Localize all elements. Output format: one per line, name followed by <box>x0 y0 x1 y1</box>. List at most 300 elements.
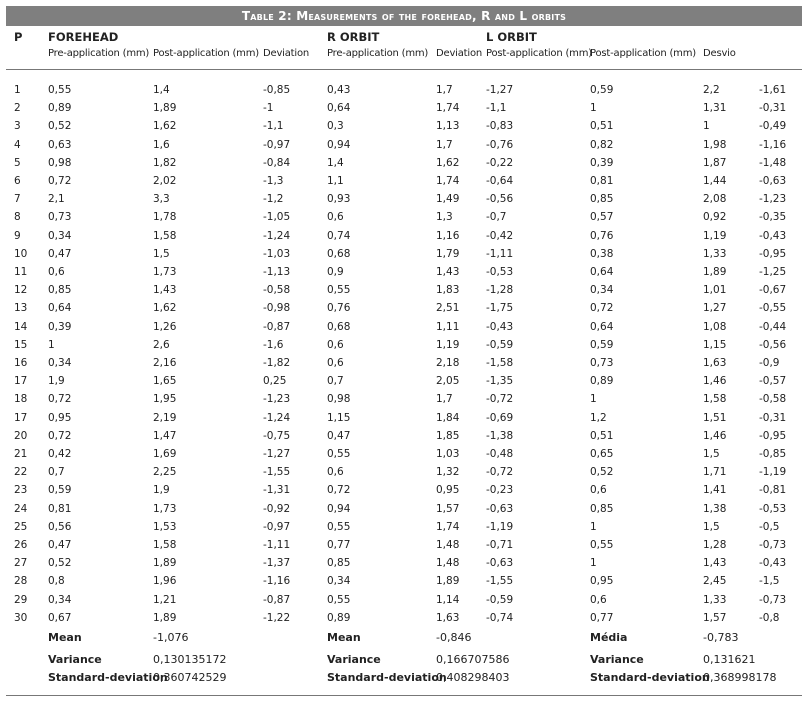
table-cell: 2,05 <box>436 375 460 388</box>
table-cell: 0,56 <box>48 520 72 533</box>
table-cell: -0,95 <box>759 247 787 260</box>
row-number: 3 <box>14 120 21 133</box>
table-cell: 0,77 <box>590 611 614 624</box>
table-cell: -0,73 <box>759 593 787 606</box>
table-cell: 0,73 <box>590 357 614 369</box>
row-number: 13 <box>14 302 28 315</box>
subheader-forehead-pre: Pre-application (mm) <box>48 48 150 59</box>
table-cell: 1,03 <box>436 448 460 460</box>
row-number: 22 <box>14 466 28 479</box>
table-cell: -0,7 <box>486 211 507 224</box>
table-cell: 1,32 <box>436 466 460 479</box>
row-number: 27 <box>14 557 28 570</box>
row-number: 4 <box>14 138 21 151</box>
table-cell: -0,85 <box>263 84 291 96</box>
summary-label: Variance <box>327 653 381 666</box>
table-cell: 2,1 <box>48 193 65 206</box>
row-number: 2 <box>14 102 21 115</box>
table-cell: 3,3 <box>153 193 170 206</box>
table-cell: 0,72 <box>48 429 72 442</box>
row-number: 17 <box>14 375 28 388</box>
table-cell: 1,65 <box>153 375 177 388</box>
table-cell: -0,85 <box>759 448 787 460</box>
table-cell: -0,97 <box>263 138 291 151</box>
table-cell: 0,6 <box>327 357 344 369</box>
row-number: 21 <box>14 448 28 460</box>
table-cell: 1,14 <box>436 593 460 606</box>
table-cell: -1,27 <box>263 448 291 460</box>
table-cell: 1,63 <box>703 357 727 369</box>
table-cell: 1,63 <box>436 611 460 624</box>
table-cell: -0,57 <box>759 375 787 388</box>
table-cell: -1,1 <box>263 120 284 133</box>
table-cell: 0,85 <box>590 193 614 206</box>
table-cell: 1,74 <box>436 102 460 115</box>
table-cell: 1,26 <box>153 320 177 333</box>
table-cell: 1,21 <box>153 593 177 606</box>
table-cell: -1,58 <box>486 357 514 369</box>
table-cell: 1,33 <box>703 593 727 606</box>
table-cell: 2,25 <box>153 466 177 479</box>
table-cell: 0,7 <box>48 466 65 479</box>
table-cell: -1,05 <box>263 211 291 224</box>
table-cell: 0,6 <box>590 484 607 497</box>
table-cell: 1,57 <box>436 502 460 515</box>
summary-label: Variance <box>590 653 644 666</box>
table-cell: 1,48 <box>436 557 460 570</box>
table-cell: 2,16 <box>153 357 177 369</box>
table-cell: 0,64 <box>327 102 351 115</box>
table-cell: 0,39 <box>48 320 72 333</box>
table-cell: 1,96 <box>153 575 177 588</box>
table-cell: -0,9 <box>759 357 780 369</box>
table-cell: -0,42 <box>486 229 514 242</box>
row-number: 11 <box>14 266 28 278</box>
table-cell: -0,22 <box>486 156 514 169</box>
table-cell: 0,55 <box>590 539 614 551</box>
table-cell: 1,15 <box>703 338 727 351</box>
table-cell: 1,5 <box>703 520 720 533</box>
table-cell: -0,59 <box>486 338 514 351</box>
table-cell: -1,5 <box>759 575 780 588</box>
table-cell: 1 <box>590 102 597 115</box>
table-cell: 1,7 <box>436 138 453 151</box>
table-cell: 1,08 <box>703 320 727 333</box>
table-cell: -1,2 <box>263 193 284 206</box>
subheader-r-orbit-pre: Pre-application (mm) <box>327 48 429 59</box>
table-cell: 1,89 <box>153 611 177 624</box>
row-number: 18 <box>14 393 28 406</box>
table-cell: 0,47 <box>48 539 72 551</box>
table-cell: -0,48 <box>486 448 514 460</box>
table-cell: 0,74 <box>327 229 351 242</box>
summary-value: 0,408298403 <box>436 671 510 684</box>
table-cell: 1,78 <box>153 211 177 224</box>
table-cell: 1 <box>703 120 710 133</box>
header-forehead: FOREHEAD <box>48 30 119 44</box>
table-cell: 1,43 <box>436 266 460 278</box>
bottom-rule <box>6 695 802 696</box>
table-cell: 0,7 <box>327 375 344 388</box>
table-cell: 2,08 <box>703 193 727 206</box>
table-cell: 1,83 <box>436 284 460 297</box>
table-cell: -1,19 <box>486 520 514 533</box>
table-cell: 0,6 <box>48 266 65 278</box>
table-cell: 0,55 <box>327 593 351 606</box>
table-cell: 1,19 <box>703 229 727 242</box>
table-cell: 0,81 <box>590 175 614 187</box>
table-cell: 0,77 <box>327 539 351 551</box>
table-cell: -0,43 <box>486 320 514 333</box>
table-cell: 0,72 <box>48 175 72 187</box>
table-cell: 1,53 <box>153 520 177 533</box>
table-cell: 1,57 <box>703 611 727 624</box>
table-cell: -0,58 <box>759 393 787 406</box>
table-cell: 1,3 <box>436 211 453 224</box>
table-cell: -0,83 <box>486 120 514 133</box>
table-cell: 1,73 <box>153 266 177 278</box>
table-cell: 0,55 <box>48 84 72 96</box>
table-cell: 0,9 <box>327 266 344 278</box>
table-cell: 0,73 <box>48 211 72 224</box>
row-number: 29 <box>14 593 28 606</box>
table-cell: 0,98 <box>327 393 351 406</box>
table-cell: 0,89 <box>327 611 351 624</box>
row-number: 17 <box>14 411 28 424</box>
table-cell: 1,4 <box>327 156 344 169</box>
row-number: 26 <box>14 539 28 551</box>
table-cell: -0,58 <box>263 284 291 297</box>
table-cell: 1,48 <box>436 539 460 551</box>
table-cell: 0,89 <box>48 102 72 115</box>
table-cell: -0,72 <box>486 393 514 406</box>
table-cell: 0,3 <box>327 120 344 133</box>
table-cell: 1,41 <box>703 484 727 497</box>
table-cell: -0,31 <box>759 102 787 115</box>
table-cell: 0,95 <box>436 484 460 497</box>
table-cell: -0,87 <box>263 320 291 333</box>
header-rule <box>6 69 802 70</box>
table-cell: 1,5 <box>703 448 720 460</box>
table-cell: 0,47 <box>48 247 72 260</box>
table-cell: 1 <box>590 393 597 406</box>
row-number: 5 <box>14 156 21 169</box>
table-cell: 1,01 <box>703 284 727 297</box>
table-cell: 1 <box>590 520 597 533</box>
subheader-forehead-post: Post-application (mm) <box>153 48 259 59</box>
subheader-l-orbit-post-1: Post-application (mm) <box>486 48 592 59</box>
row-number: 12 <box>14 284 28 297</box>
table-cell: -0,63 <box>486 557 514 570</box>
table-cell: 1,13 <box>436 120 460 133</box>
table-cell: -0,55 <box>759 302 787 315</box>
table-cell: -1 <box>263 102 274 115</box>
summary-value: 0,166707586 <box>436 653 510 666</box>
summary-value: 0,131621 <box>703 653 756 666</box>
table-cell: 1,5 <box>153 247 170 260</box>
summary-label: Standard-deviation <box>327 671 447 684</box>
table-cell: 0,59 <box>48 484 72 497</box>
table-cell: 1,6 <box>153 138 170 151</box>
table-cell: 0,8 <box>48 575 65 588</box>
table-cell: 0,64 <box>48 302 72 315</box>
subheader-r-orbit-deviation: Deviation <box>436 48 483 59</box>
table-cell: -0,59 <box>486 593 514 606</box>
row-number: 30 <box>14 611 28 624</box>
header-l-orbit: L ORBIT <box>486 30 537 44</box>
table-cell: 1,62 <box>153 120 177 133</box>
row-number: 23 <box>14 484 28 497</box>
table-cell: 0,34 <box>48 357 72 369</box>
table-cell: 0,98 <box>48 156 72 169</box>
table-cell: -1,19 <box>759 466 787 479</box>
table-cell: 0,6 <box>327 211 344 224</box>
table-cell: 0,63 <box>48 138 72 151</box>
table-cell: -1,55 <box>263 466 291 479</box>
table-cell: 1,9 <box>153 484 170 497</box>
summary-value: 0,130135172 <box>153 653 227 666</box>
table-cell: 0,85 <box>48 284 72 297</box>
table-cell: 0,81 <box>48 502 72 515</box>
table-cell: 1,89 <box>153 102 177 115</box>
table-cell: 0,68 <box>327 247 351 260</box>
header-r-orbit: R ORBIT <box>327 30 380 44</box>
table-cell: 0,72 <box>590 302 614 315</box>
summary-label: Média <box>590 631 628 644</box>
table-cell: -0,56 <box>486 193 514 206</box>
table-cell: 0,6 <box>327 338 344 351</box>
table-cell: 1,31 <box>703 102 727 115</box>
table-cell: -0,53 <box>759 502 787 515</box>
table-cell: 0,94 <box>327 138 351 151</box>
table-cell: 0,34 <box>327 575 351 588</box>
table-cell: -0,69 <box>486 411 514 424</box>
table-cell: 1,85 <box>436 429 460 442</box>
summary-label: Standard-deviation <box>48 671 168 684</box>
table-cell: -1,28 <box>486 284 514 297</box>
table-cell: 0,64 <box>590 266 614 278</box>
table-cell: -0,72 <box>486 466 514 479</box>
table-cell: 0,64 <box>590 320 614 333</box>
table-cell: 1,71 <box>703 466 727 479</box>
table-cell: 0,72 <box>48 393 72 406</box>
table-cell: -1,75 <box>486 302 514 315</box>
summary-label: Mean <box>327 631 361 644</box>
table-cell: 0,52 <box>48 557 72 570</box>
row-number: 16 <box>14 357 28 369</box>
table-cell: 0,93 <box>327 193 351 206</box>
table-cell: -0,64 <box>486 175 514 187</box>
table-title: Table 2: Measurements of the forehead, R and L orbits <box>6 6 802 26</box>
table-cell: 1,1 <box>327 175 344 187</box>
table-cell: 1,95 <box>153 393 177 406</box>
table-cell: -1,11 <box>263 539 291 551</box>
table-cell: 1,46 <box>703 375 727 388</box>
table-cell: -1,55 <box>486 575 514 588</box>
table-cell: 1,43 <box>703 557 727 570</box>
table-cell: 1,74 <box>436 175 460 187</box>
table-cell: 0,95 <box>590 575 614 588</box>
table-cell: 1 <box>590 557 597 570</box>
summary-label: Variance <box>48 653 102 666</box>
table-cell: -1,61 <box>759 84 787 96</box>
table-cell: 1,58 <box>703 393 727 406</box>
table-cell: -1,82 <box>263 357 291 369</box>
table-cell: 1,46 <box>703 429 727 442</box>
table-cell: 2,51 <box>436 302 460 315</box>
subheader-forehead-deviation: Deviation <box>263 48 310 59</box>
table-cell: 1,49 <box>436 193 460 206</box>
table-cell: 0,85 <box>327 557 351 570</box>
table-cell: 1,16 <box>436 229 460 242</box>
table-cell: 0,38 <box>590 247 614 260</box>
table-cell: -1,25 <box>759 266 787 278</box>
table-cell: 1,4 <box>153 84 170 96</box>
table-cell: -1,24 <box>263 411 291 424</box>
table-cell: 1,11 <box>436 320 460 333</box>
table-cell: 0,94 <box>327 502 351 515</box>
table-cell: 1,28 <box>703 539 727 551</box>
table-cell: -0,49 <box>759 120 787 133</box>
table-cell: -0,67 <box>759 284 787 297</box>
table-cell: 1,58 <box>153 539 177 551</box>
table-cell: -0,74 <box>486 611 514 624</box>
table-cell: -0,43 <box>759 557 787 570</box>
table-cell: 1,58 <box>153 229 177 242</box>
table-cell: 1 <box>48 338 55 351</box>
table-cell: 0,34 <box>48 593 72 606</box>
summary-label: Standard-deviation <box>590 671 710 684</box>
header-p: P <box>14 30 23 44</box>
table-cell: 0,65 <box>590 448 614 460</box>
table-cell: 1,79 <box>436 247 460 260</box>
table-cell: 0,76 <box>590 229 614 242</box>
summary-value: 0,368998178 <box>703 671 777 684</box>
table-cell: -1,1 <box>486 102 507 115</box>
summary-value: 0,360742529 <box>153 671 227 684</box>
table-cell: -1,35 <box>486 375 514 388</box>
row-number: 25 <box>14 520 28 533</box>
table-cell: -0,43 <box>759 229 787 242</box>
subheader-l-orbit-desvio: Desvio <box>703 48 736 59</box>
table-cell: 2,45 <box>703 575 727 588</box>
table-cell: 0,55 <box>327 448 351 460</box>
table-cell: 1,9 <box>48 375 65 388</box>
table-cell: 2,19 <box>153 411 177 424</box>
table-cell: 0,67 <box>48 611 72 624</box>
table-cell: -0,8 <box>759 611 780 624</box>
table-cell: -1,48 <box>759 156 787 169</box>
table-cell: 0,72 <box>327 484 351 497</box>
table-cell: 0,6 <box>327 466 344 479</box>
row-number: 9 <box>14 229 21 242</box>
table-cell: -0,76 <box>486 138 514 151</box>
table-cell: -1,31 <box>263 484 291 497</box>
table-cell: 0,25 <box>263 375 287 388</box>
table-cell: 1,7 <box>436 393 453 406</box>
table-cell: 0,43 <box>327 84 351 96</box>
table-cell: -1,11 <box>486 247 514 260</box>
row-number: 24 <box>14 502 28 515</box>
table-cell: -1,23 <box>263 393 291 406</box>
table-cell: -0,97 <box>263 520 291 533</box>
table-cell: -0,84 <box>263 156 291 169</box>
table-cell: -0,53 <box>486 266 514 278</box>
table-cell: 1,51 <box>703 411 727 424</box>
table-cell: 0,47 <box>327 429 351 442</box>
table-cell: -1,23 <box>759 193 787 206</box>
table-cell: 0,89 <box>590 375 614 388</box>
table-cell: 1,89 <box>436 575 460 588</box>
table-cell: -0,23 <box>486 484 514 497</box>
table-cell: 1,33 <box>703 247 727 260</box>
table-cell: -0,81 <box>759 484 787 497</box>
table-cell: 1,7 <box>436 84 453 96</box>
table-cell: -1,6 <box>263 338 284 351</box>
table-cell: 1,74 <box>436 520 460 533</box>
table-cell: 0,42 <box>48 448 72 460</box>
table-cell: 1,38 <box>703 502 727 515</box>
table-cell: 0,59 <box>590 338 614 351</box>
table-cell: 0,34 <box>590 284 614 297</box>
row-number: 14 <box>14 320 28 333</box>
table-cell: -1,22 <box>263 611 291 624</box>
table-cell: -0,98 <box>263 302 291 315</box>
table-cell: 0,51 <box>590 429 614 442</box>
summary-value: -0,846 <box>436 631 472 644</box>
row-number: 28 <box>14 575 28 588</box>
table-cell: 0,6 <box>590 593 607 606</box>
table-cell: 1,43 <box>153 284 177 297</box>
table-cell: -0,63 <box>486 502 514 515</box>
row-number: 1 <box>14 84 21 96</box>
table-cell: 1,62 <box>436 156 460 169</box>
table-cell: -1,38 <box>486 429 514 442</box>
table-cell: 1,2 <box>590 411 607 424</box>
table-cell: -0,56 <box>759 338 787 351</box>
table-cell: 0,52 <box>590 466 614 479</box>
table-cell: -1,16 <box>263 575 291 588</box>
summary-value: -0,783 <box>703 631 739 644</box>
table-cell: 1,98 <box>703 138 727 151</box>
table-cell: -0,35 <box>759 211 787 224</box>
table-cell: 0,82 <box>590 138 614 151</box>
table-cell: 1,62 <box>153 302 177 315</box>
table-cell: -0,92 <box>263 502 291 515</box>
row-number: 8 <box>14 211 21 224</box>
table-cell: -0,71 <box>486 539 514 551</box>
table-cell: -0,31 <box>759 411 787 424</box>
table-cell: 2,02 <box>153 175 177 187</box>
table-cell: 1,73 <box>153 502 177 515</box>
row-number: 20 <box>14 429 28 442</box>
row-number: 6 <box>14 175 21 187</box>
table-cell: -1,24 <box>263 229 291 242</box>
table-cell: 0,95 <box>48 411 72 424</box>
table-cell: 2,6 <box>153 338 170 351</box>
table-cell: -1,37 <box>263 557 291 570</box>
row-number: 10 <box>14 247 28 260</box>
table-cell: -1,27 <box>486 84 514 96</box>
table-cell: 1,15 <box>327 411 351 424</box>
table-cell: -1,13 <box>263 266 291 278</box>
table-cell: -0,75 <box>263 429 291 442</box>
table-cell: -0,44 <box>759 320 787 333</box>
table-cell: 1,87 <box>703 156 727 169</box>
table-cell: 0,55 <box>327 520 351 533</box>
table-cell: -1,16 <box>759 138 787 151</box>
row-number: 15 <box>14 338 28 351</box>
